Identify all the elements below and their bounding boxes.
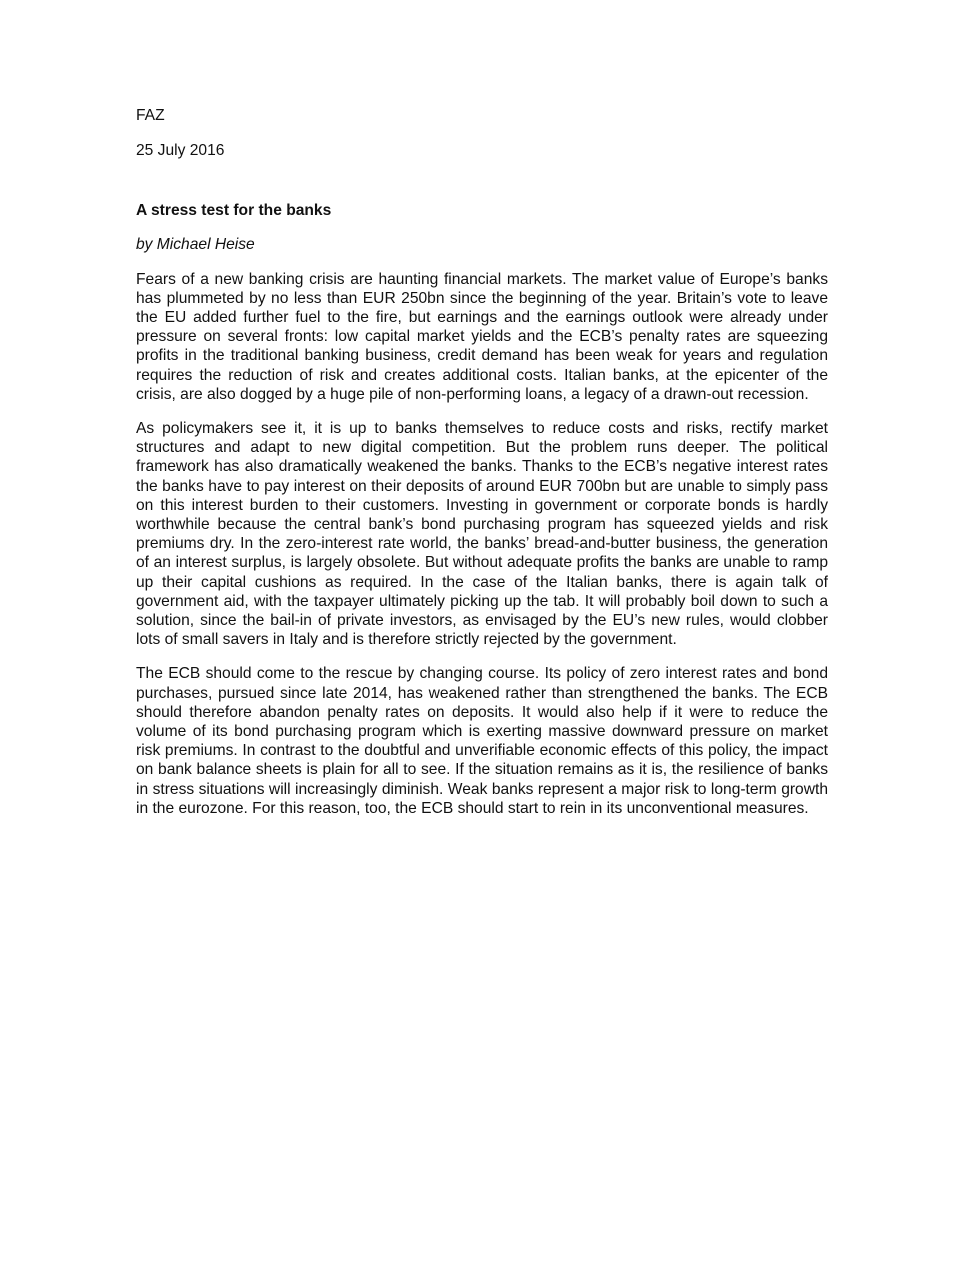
article-paragraph-2: As policymakers see it, it is up to banks themselves to reduce costs and risks, rectify market structures and adapt to new digital competition. But the problem runs deeper. The political framework has also dramatically weakened the banks. Thanks to the ECB’s negative interest rates the banks have to pay interest on their deposits of around EUR 700bn but are unable to simply pass on this interest burden to their customers. Investing in government or corporate bonds is hardly worthwhile because the central bank’s bond purchasing program has squeezed yields and risk premiums dry. In the zero-interest rate world, the banks’ bread-and-butter business, the generation of an interest surplus, is largely obsolete. But without adequate profits the banks are unable to ramp up their capital cushions as required. In the case of the Italian banks, there is again talk of government aid, with the taxpayer ultimately picking up the tab. It will probably boil down to such a solution, since the bail-in of private investors, as envisaged by the EU’s new rules, would clobber lots of small savers in Italy and is therefore strictly rejected by the government. <box>136 420 828 649</box>
publication-date: 25 July 2016 <box>136 142 225 159</box>
article-paragraph-3: The ECB should come to the rescue by changing course. Its policy of zero interest rates and bond purchases, pursued since late 2014, has weakened rather than strengthened the banks. The ECB should therefore abandon penalty rates on deposits. It would also help if it were to reduce the volume of its bond purchasing program which is exerting massive downward pressure on market risk premiums. In contrast to the doubtful and unverifiable economic effects of this policy, the impact on bank balance sheets is plain for all to see. If the situation remains as it is, the resilience of banks in stress situations will increasingly diminish. Weak banks represent a major risk to long-term growth in the eurozone. For this reason, too, the ECB should start to rein in its unconventional measures. <box>136 665 828 817</box>
publication-source: FAZ <box>136 107 165 124</box>
article-byline: by Michael Heise <box>136 236 255 254</box>
article-headline: A stress test for the banks <box>136 202 332 220</box>
article <box>136 106 828 818</box>
article-paragraph-1: Fears of a new banking crisis are haunting financial markets. The market value of Europe’s banks has plummeted by no less than EUR 250bn since the beginning of the year. Britain’s vote to leave the EU added further fuel to the fire, but earnings and the earnings outlook were already under pressure on several fronts: low capital market yields and the ECB’s penalty rates are squeezing profits in the traditional banking business, credit demand has been weak for years and regulation requires the reduction of risk and creates additional costs. Italian banks, at the epicenter of the crisis, are also dogged by a huge pile of non-performing loans, a legacy of a drawn-out recession. <box>136 270 828 403</box>
